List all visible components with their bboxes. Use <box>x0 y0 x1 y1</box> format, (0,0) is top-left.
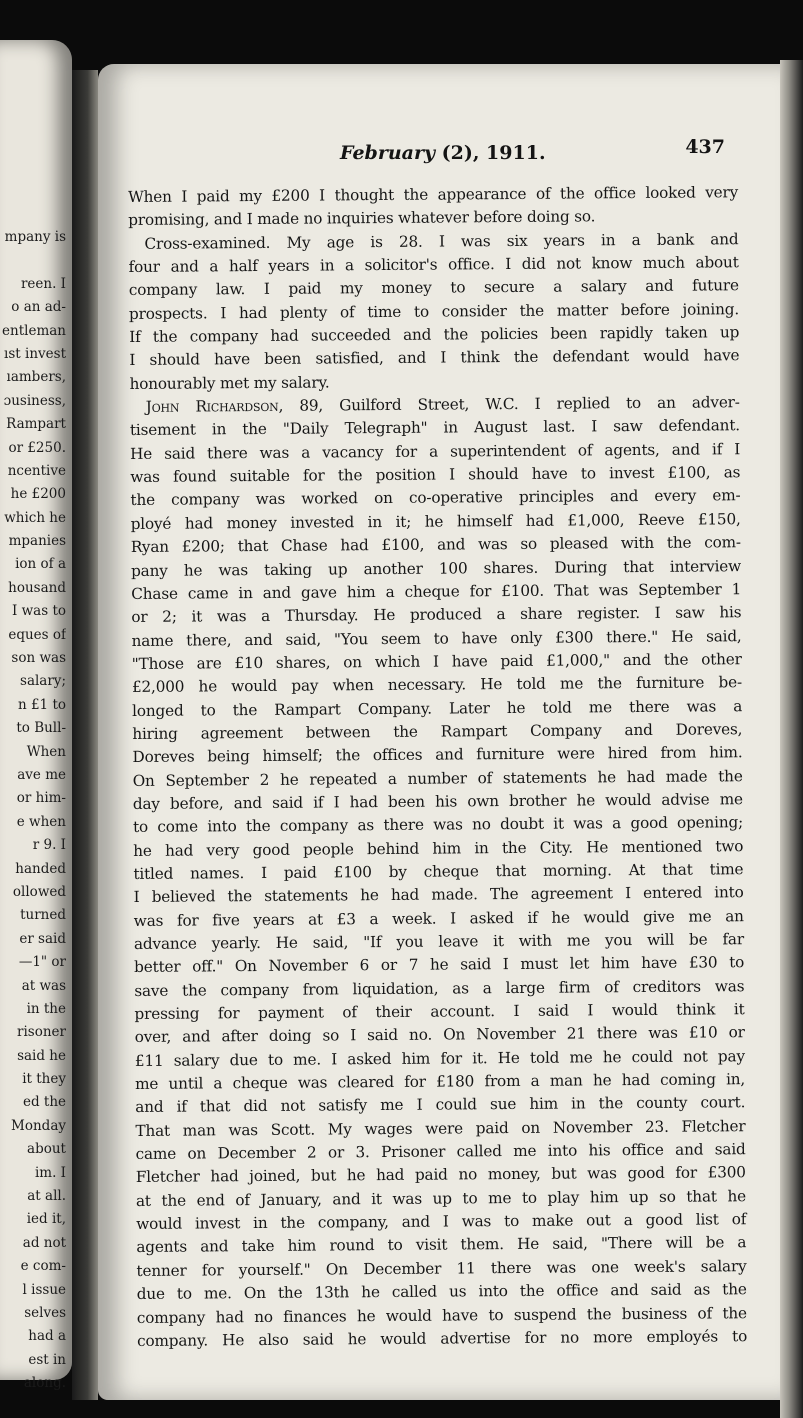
running-head-date: (2), 1911. <box>435 142 546 164</box>
left-page-fragment: mpany is <box>4 229 66 245</box>
text-line-content: the company was worked on co-operative principles and every em- <box>130 486 741 510</box>
text-line-content: due to me. On the 13th he called us into the office and said as the <box>136 1280 747 1304</box>
text-line-content: name there, and said, "You seem to have only £300 there." He said, <box>131 626 742 650</box>
text-line-content: better off." On November 6 or 7 he said I must let him have £30 to <box>134 953 745 977</box>
left-page-fragment: er said <box>19 930 66 947</box>
left-page-fragment: or £250. <box>8 439 66 456</box>
text-line-content: day before, and said if I had been his own brother he would advise me <box>132 790 743 813</box>
text-line <box>137 1325 747 1353</box>
running-head <box>340 142 546 164</box>
left-page-fragment: im. I <box>34 1164 66 1181</box>
left-page-fragment: he £200 <box>10 486 66 503</box>
text-line-content: tenner for yourself." On December 11 there was one week's salary <box>136 1256 747 1280</box>
left-page-fragment: e com- <box>20 1258 66 1275</box>
text-line-content: If the company had succeeded and the policies been rapidly taken up <box>129 323 740 347</box>
left-page-fragment: ncentive <box>7 462 66 479</box>
page-number: 437 <box>685 136 725 158</box>
text-line-content: agents and take him round to visit them. He said, "There will be a <box>136 1233 747 1257</box>
text-line-content: Fletcher had joined, but he had paid no money, but was good for £300 <box>135 1163 746 1187</box>
text-line-content: four and a half years in a solicitor's office. I did not know much about <box>128 253 739 277</box>
text-line-content: titled names. I paid £100 by cheque that morning. At that time <box>133 860 744 883</box>
text-line-content: would invest in the company, and I was to make out a good list of <box>136 1210 747 1234</box>
left-page-fragment: entleman <box>2 322 66 339</box>
left-page-fragment: ion of a <box>15 556 66 573</box>
left-page-fragment: it they <box>22 1071 66 1088</box>
left-page-fragment: When <box>26 743 66 760</box>
text-line-content: came on December 2 or 3. Prisoner called me into his office and said <box>135 1140 746 1164</box>
text-line-content: prospects. I had plenty of time to consider the matter before joining. <box>128 299 740 323</box>
text-line-content: honourably met my salary. <box>129 373 330 393</box>
left-page-fragment: mpanies <box>8 533 66 550</box>
text-line-content: me until a cheque was cleared for £180 from a man he had coming in, <box>134 1070 746 1094</box>
left-page-fragment: had a <box>28 1328 66 1345</box>
text-line-content: £11 salary due to me. I asked him for it. He told me he could not pay <box>134 1046 745 1070</box>
left-page-fragment: I was to <box>12 603 66 620</box>
left-page-fragment: Monday <box>11 1117 66 1134</box>
left-page-fragment: which he <box>4 509 66 526</box>
left-page-fragment: ollowed <box>12 883 66 900</box>
left-page-fragment: —1" or <box>18 954 66 971</box>
left-page-fragment: housand <box>8 579 66 596</box>
text-line-content: pressing for payment of their account. I said I would think it <box>134 1000 745 1024</box>
text-line-content: was found suitable for the position I should have to invest £100, as <box>130 463 741 487</box>
text-line-content: to come into the company as there was no doubt it was a good opening; <box>132 813 744 837</box>
page-header <box>130 136 725 172</box>
text-line <box>129 345 739 373</box>
left-page-fragment: e when <box>16 813 66 830</box>
text-line-content: and if that did not satisfy me I could sue him in the county court. <box>135 1093 746 1117</box>
text-line-content: or 2; it was a Thursday. He produced a share register. I saw his <box>131 603 742 627</box>
left-page-fragment: son was <box>11 650 66 667</box>
text-line-content: longed to the Rampart Company. Later he told me there was a <box>132 696 743 720</box>
text-line-content: £2,000 he would pay when necessary. He told me the furniture be- <box>131 673 742 697</box>
text-line-content: On September 2 he repeated a number of statements he had made the <box>132 766 743 790</box>
left-page-fragment: est in <box>28 1351 66 1368</box>
text-line-content: , 89, Guilford Street, W.C. I replied to an adver- <box>278 393 740 415</box>
left-page-fragment: eques of <box>8 626 66 643</box>
text-line-content: tisement in the "Daily Telegraph" in August last. I saw defendant. <box>129 416 740 440</box>
text-line-content: over, and after doing so I said no. On November 21 there was £10 or <box>134 1023 745 1047</box>
left-page-text-column <box>0 226 66 1396</box>
text-line-content: save the company from liquidation, as a large firm of creditors was <box>134 976 745 1000</box>
text-line-content: was for five years at £3 a week. I asked if he would give me an <box>133 906 744 930</box>
page-edge <box>780 60 803 1418</box>
text-line-content: hiring agreement between the Rampart Company and Doreves, <box>132 720 743 743</box>
text-line-content: That man was Scott. My wages were paid on November 23. Fletcher <box>135 1116 746 1140</box>
left-page-fragment: at was <box>21 977 66 994</box>
left-page-fragment: n £1 to <box>17 696 66 713</box>
left-page-fragment: reen. I <box>20 275 66 292</box>
left-page-fragment: ave me <box>17 766 66 783</box>
text-line-content: ployé had money invested in it; he himself had £1,000, Reeve £150, <box>130 510 741 533</box>
left-page <box>0 40 72 1392</box>
left-page-fragment: along. <box>23 1375 66 1392</box>
left-page-fragment: Rampart <box>6 416 66 433</box>
left-page-fragment: selves <box>24 1304 66 1321</box>
text-line-content: When I paid my £200 I thought the appearance of the office looked very <box>128 183 739 206</box>
left-page-fragment: said he <box>17 1047 66 1064</box>
left-page-fragment: ıst invest <box>4 345 66 362</box>
left-page-fragment: ɔusiness, <box>3 392 66 409</box>
left-page-fragment: r 9. I <box>32 837 66 854</box>
text-line-content: advance yearly. He said, "If you leave it with me you will be far <box>133 930 745 953</box>
text-line-content: company law. I paid my money to secure a salary and future <box>128 276 739 300</box>
left-page-fragment: turned <box>20 907 66 924</box>
text-line-content: promising, and I made no inquiries whatever before doing so. <box>128 207 596 230</box>
text-line-content: I should have been satisfied, and I think the defendant would have <box>129 346 740 370</box>
left-page-fragment: ıambers, <box>6 369 66 386</box>
text-line-content: Doreves being himself; the offices and furniture were hired from him. <box>132 743 743 767</box>
left-page-fragment: ied it, <box>26 1211 66 1228</box>
left-page-fragment: salary; <box>20 673 66 690</box>
left-page-fragment: to Bull- <box>16 720 66 737</box>
left-page-fragment: or him- <box>16 790 66 807</box>
left-page-fragment: ad not <box>22 1234 66 1251</box>
text-line-content: company. He also said he would advertise for no more employés to <box>136 1327 748 1350</box>
text-line-content: Cross-examined. My age is 28. I was six years in a bank and <box>144 229 739 253</box>
left-page-fragment: about <box>27 1141 66 1158</box>
text-line-content: He said there was a vacancy for a superintendent of agents, and if I <box>130 439 741 463</box>
left-page-fragment: ed the <box>22 1094 66 1111</box>
book-gutter <box>72 70 98 1400</box>
text-line-content: "Those are £10 shares, on which I have paid £1,000," and the other <box>131 650 742 673</box>
text-line-content: I believed the statements he had made. The agreement I entered into <box>133 883 744 907</box>
left-page-fragment: in the <box>26 1000 66 1017</box>
text-line-content: pany he was taking up another 100 shares. During that interview <box>130 556 742 580</box>
left-page-fragment: at all. <box>27 1188 66 1205</box>
left-page-fragment: handed <box>15 860 66 877</box>
text-line-content: Ryan £200; that Chase had £100, and was so pleased with the com- <box>130 533 741 557</box>
left-page-fragment: o an ad- <box>11 299 66 316</box>
left-page-fragment <box>0 249 66 272</box>
left-page-fragment: l issue <box>22 1281 66 1298</box>
text-line-content: at the end of January, and it was up to me to play him up so that he <box>135 1186 747 1210</box>
page-body-text <box>128 181 747 1353</box>
text-line-content: Chase came in and gave him a cheque for £100. That was September 1 <box>131 580 742 603</box>
witness-name: John Richardson <box>145 396 279 416</box>
text-line-content: he had very good people behind him in the City. He mentioned two <box>133 836 744 860</box>
text-line-content: company had no finances he would have to suspend the business of the <box>136 1303 747 1327</box>
left-page-fragment: risoner <box>17 1024 66 1041</box>
running-head-month: February <box>340 142 436 164</box>
